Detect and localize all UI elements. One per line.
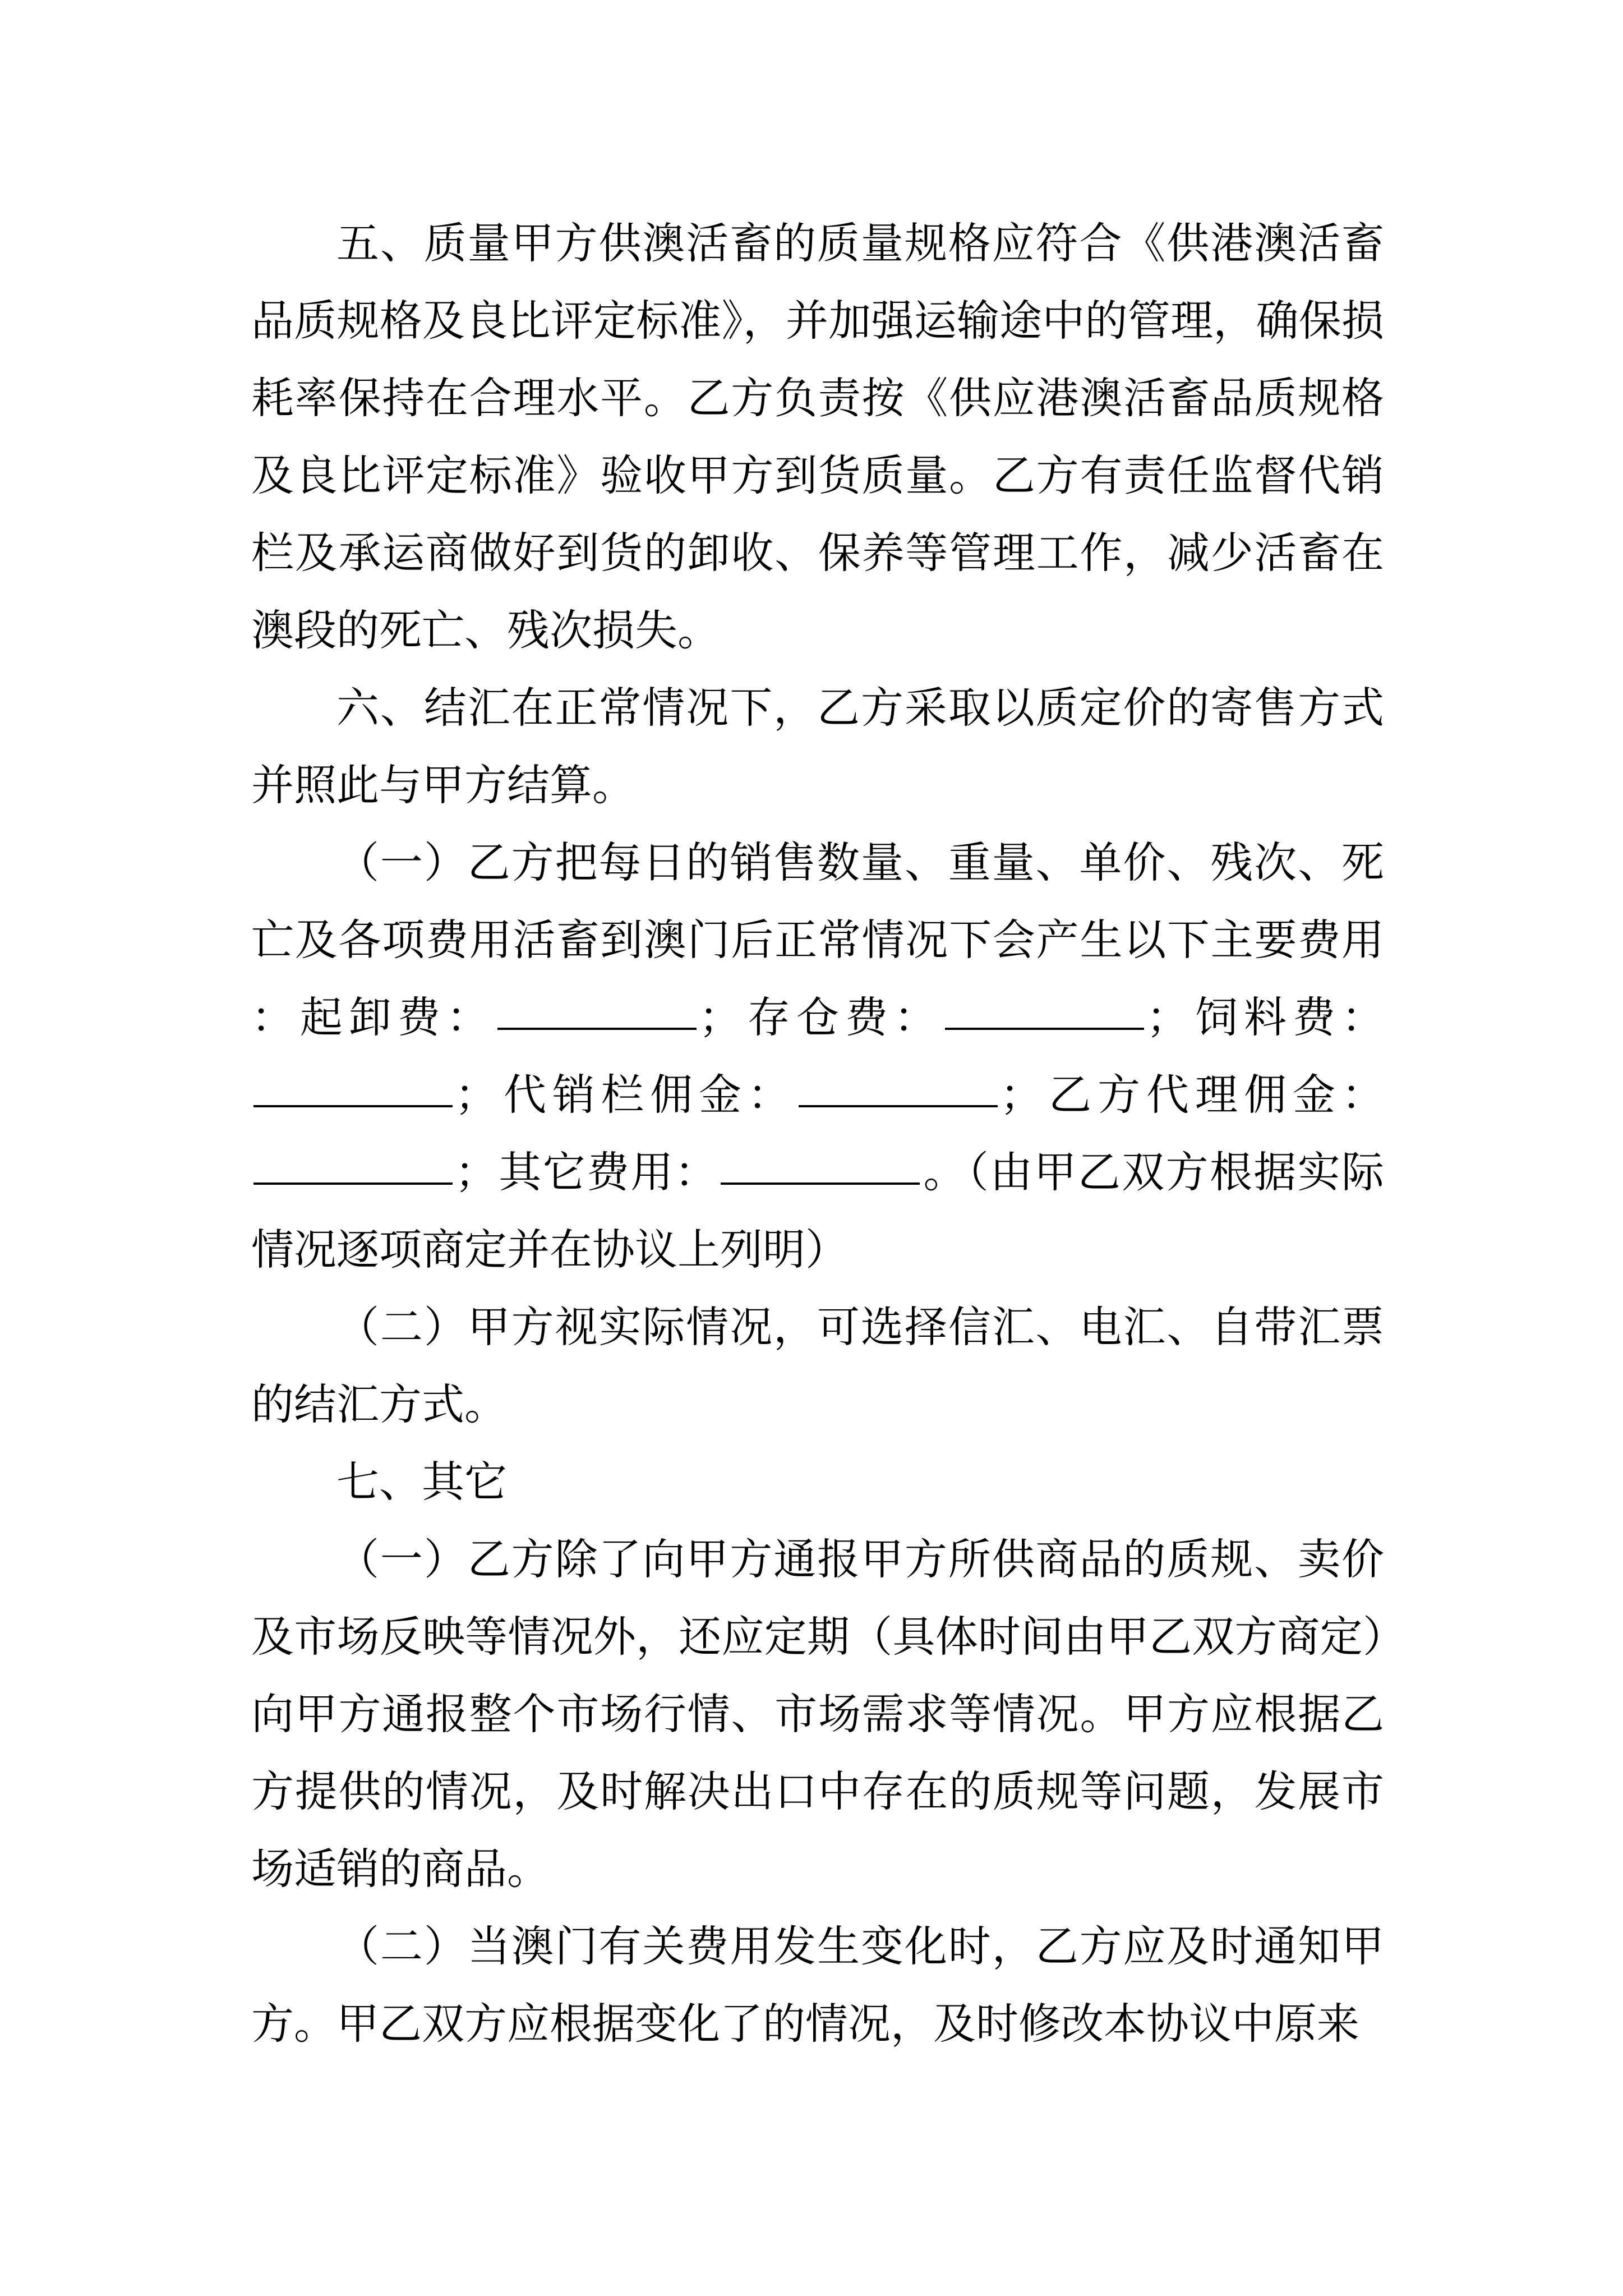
agent-commission-blank xyxy=(253,1182,453,1185)
document-body xyxy=(251,205,1384,2063)
section-5-quality-paragraph: 五、质量甲方供澳活畜的质量规格应符合《供港澳活畜品质规格及良比评定标准》，并加强运输途中的管理，确保损耗率保持在合理水平。乙方负责按《供应港澳活畜品质规格及良比评定标准》验收甲方到货质量。乙方有责任监督代销栏及承运商做好到货的卸收、保养等管理工作，减少活畜在澳段的死亡、残次损失。 xyxy=(251,218,1384,655)
section-7-item-2-paragraph: （二）当澳门有关费用发生变化时，乙方应及时通知甲方。甲乙双方应根据变化了的情况，及时修改本协议中原来 xyxy=(251,1921,1384,2049)
storage-fee-blank xyxy=(945,1027,1144,1030)
pen-commission-blank xyxy=(799,1105,998,1107)
other-fees-label: ；其它费用： xyxy=(455,1147,719,1197)
pen-commission-label: ；代销栏佣金： xyxy=(455,1070,796,1120)
section-6-item-2-paragraph: （二）甲方视实际情况，可选择信汇、电汇、自带汇票的结汇方式。 xyxy=(251,1302,1384,1429)
feed-fee-label: ；饲料费： xyxy=(1146,992,1384,1042)
fee-closing-text: 。（由甲乙双方根据实际情况逐项商定并在协议上列明） xyxy=(251,1147,1385,1274)
other-fees-blank xyxy=(721,1182,920,1185)
fee-intro-text: （一）乙方把每日的销售数量、重量、单价、残次、死亡及各项费用活畜到澳门后正常情况下会产生以下主要费用： xyxy=(251,838,1384,1042)
section-7-item-1-paragraph: （一）乙方除了向甲方通报甲方所供商品的质规、卖价及市场反映等情况外，还应定期（具体时间由甲乙双方商定）向甲方通报整个市场行情、市场需求等情况。甲方应根据乙方提供的情况，及时解决出口中存在的质规等问题，发展市场适销的商品。 xyxy=(251,1534,1384,1894)
storage-fee-label: ；存仓费： xyxy=(699,992,943,1042)
section-6-item-1-paragraph xyxy=(251,824,1384,1289)
section-7-heading: 七、其它 xyxy=(336,1457,507,1507)
unloading-fee-blank xyxy=(497,1027,697,1030)
unloading-fee-label: 起卸费： xyxy=(300,992,495,1042)
feed-fee-blank xyxy=(253,1105,453,1107)
section-6-settlement-paragraph: 六、结汇在正常情况下，乙方采取以质定价的寄售方式并照此与甲方结算。 xyxy=(251,683,1384,810)
agent-commission-label: ；乙方代理佣金： xyxy=(1000,1070,1384,1120)
